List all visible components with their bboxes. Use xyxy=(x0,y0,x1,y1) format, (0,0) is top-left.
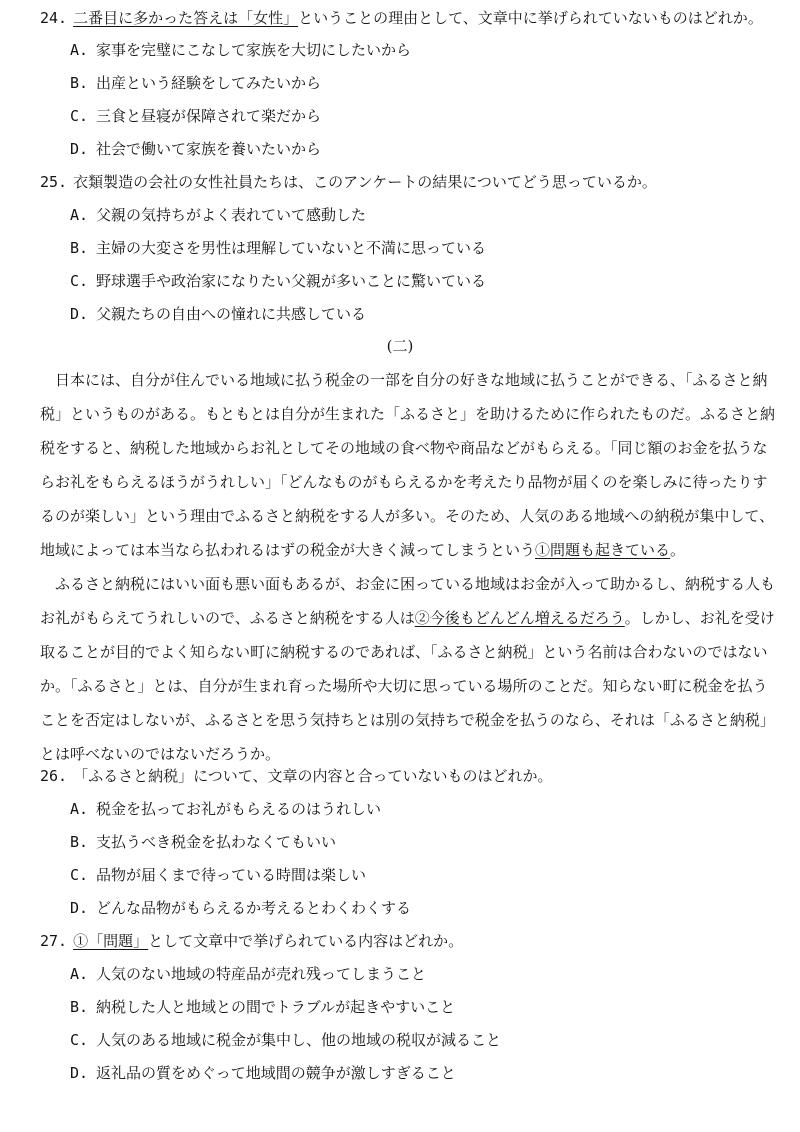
option-24-c xyxy=(70,106,321,126)
option-letter: A. xyxy=(70,206,89,224)
passage-line: 税をすると、納税した地域からお礼としてその地域の食べ物や商品などがもらえる。「同じ額のお金を払うな xyxy=(40,439,768,457)
option-letter: B. xyxy=(70,833,89,851)
passage-text: 。しかし、お礼を受け xyxy=(624,609,775,627)
passage-text: 。 xyxy=(670,541,686,559)
option-text: 納税した人と地域との間でトラブルが起きやすいこと xyxy=(96,998,456,1016)
option-letter: D. xyxy=(70,305,89,323)
option-24-d xyxy=(70,139,321,159)
question-number: 25. xyxy=(40,173,68,191)
question-26-stem xyxy=(40,766,553,786)
option-text: 税金を払ってお礼がもらえるのはうれしい xyxy=(96,800,382,818)
option-letter: D. xyxy=(70,140,89,158)
question-text: 「ふるさと納税」について、文章の内容と合っていないものはどれか。 xyxy=(73,767,553,785)
passage-line xyxy=(40,608,775,628)
option-26-c xyxy=(70,865,366,885)
passage-line: るのが楽しい」という理由でふるさと納税をする人が多い。そのため、人気のある地域への納税が集中して、 xyxy=(40,507,775,525)
passage-line: ことを否定はしないが、ふるさとを思う気持ちとは別の気持ちで税金を払うのなら、それは「ふるさと納税」 xyxy=(40,711,775,729)
option-26-a xyxy=(70,799,381,819)
section-title: (二) xyxy=(386,337,414,355)
option-text: 人気のない地域の特産品が売れ残ってしまうこと xyxy=(96,965,427,983)
option-25-a xyxy=(70,205,366,225)
option-text: 支払うべき税金を払わなくてもいい xyxy=(96,833,337,851)
underlined-phrase-2: ②今後もどんどん増えるだろう xyxy=(414,609,625,627)
underlined-phrase: ①「問題」 xyxy=(73,932,149,950)
option-26-b xyxy=(70,832,336,852)
option-text: 出産という経験をしてみたいから xyxy=(96,74,322,92)
option-text: 三食と昼寝が保障されて楽だから xyxy=(96,107,322,125)
passage-line: らお礼をもらえるほうがうれしい」「どんなものがもらえるかを考えたり品物が届くのを楽しみに待ったりす xyxy=(40,473,768,491)
option-text: 父親たちの自由への憧れに共感している xyxy=(96,305,367,323)
option-letter: D. xyxy=(70,899,89,917)
option-25-d xyxy=(70,304,366,324)
option-24-b xyxy=(70,73,321,93)
option-27-b xyxy=(70,997,455,1017)
option-letter: B. xyxy=(70,74,89,92)
option-text: 返礼品の質をめぐって地域間の競争が激しすぎること xyxy=(96,1064,456,1082)
passage-text: お礼がもらえてうれしいので、ふるさと納税をする人は xyxy=(40,609,415,627)
option-text: 野球選手や政治家になりたい父親が多いことに驚いている xyxy=(96,272,487,290)
option-25-b xyxy=(70,238,486,258)
question-number: 27. xyxy=(40,932,68,950)
option-text: 品物が届くまで待っている時間は楽しい xyxy=(96,866,367,884)
option-letter: A. xyxy=(70,41,89,59)
option-letter: B. xyxy=(70,239,89,257)
passage-line: 税」というものがある。もともとは自分が生まれた「ふるさと」を助けるために作られたものだ。ふるさと納 xyxy=(40,405,776,423)
underlined-phrase: 二番目に多かった答えは「女性」 xyxy=(73,9,299,27)
passage-line: か。「ふるさと」とは、自分が生まれ育った場所や大切に思っている場所のことだ。知らない町に税金を払う xyxy=(40,677,768,695)
option-27-d xyxy=(70,1063,456,1083)
underlined-phrase-1: ①問題も起きている xyxy=(535,541,671,559)
option-24-a xyxy=(70,40,411,60)
passage-line: 日本には、自分が住んでいる地域に払う税金の一部を自分の好きな地域に払うことができる、「ふるさと納 xyxy=(55,371,768,389)
question-24-stem xyxy=(40,8,763,28)
question-text: 衣類製造の会社の女性社員たちは、このアンケートの結果についてどう思っているか。 xyxy=(73,173,657,191)
question-text: として文章中で挙げられている内容はどれか。 xyxy=(148,932,464,950)
passage-text: 地域によっては本当なら払われるはずの税金が大きく減ってしまうという xyxy=(40,541,536,559)
option-text: 社会で働いて家族を養いたいから xyxy=(96,140,322,158)
passage-line: とは呼べないのではないだろうか。 xyxy=(40,745,281,763)
passage-line: 取ることが目的でよく知らない町に納税するのであれば、「ふるさと納税」という名前は合わないのではない xyxy=(40,643,768,661)
option-text: 父親の気持ちがよく表れていて感動した xyxy=(96,206,367,224)
option-letter: A. xyxy=(70,965,89,983)
option-letter: C. xyxy=(70,866,89,884)
question-27-stem xyxy=(40,931,463,951)
option-letter: C. xyxy=(70,272,89,290)
passage-line: ふるさと納税にはいい面も悪い面もあるが、お金に困っている地域はお金が入って助かるし、納税する人も xyxy=(55,575,776,593)
option-text: 主婦の大変さを男性は理解していないと不満に思っている xyxy=(96,239,487,257)
option-letter: A. xyxy=(70,800,89,818)
option-26-d xyxy=(70,898,411,918)
question-25-stem xyxy=(40,172,657,192)
option-25-c xyxy=(70,271,486,291)
option-letter: C. xyxy=(70,1031,89,1049)
option-letter: C. xyxy=(70,107,89,125)
option-letter: D. xyxy=(70,1064,89,1082)
option-text: 家事を完璧にこなして家族を大切にしたいから xyxy=(96,41,412,59)
question-number: 24. xyxy=(40,9,68,27)
option-letter: B. xyxy=(70,998,89,1016)
option-27-a xyxy=(70,964,426,984)
question-number: 26. xyxy=(40,767,68,785)
question-text: ということの理由として、文章中に挙げられていないものはどれか。 xyxy=(298,9,763,27)
option-27-c xyxy=(70,1030,501,1050)
option-text: 人気のある地域に税金が集中し、他の地域の税収が減ること xyxy=(96,1031,502,1049)
passage-line xyxy=(40,540,685,560)
option-text: どんな品物がもらえるか考えるとわくわくする xyxy=(96,899,412,917)
